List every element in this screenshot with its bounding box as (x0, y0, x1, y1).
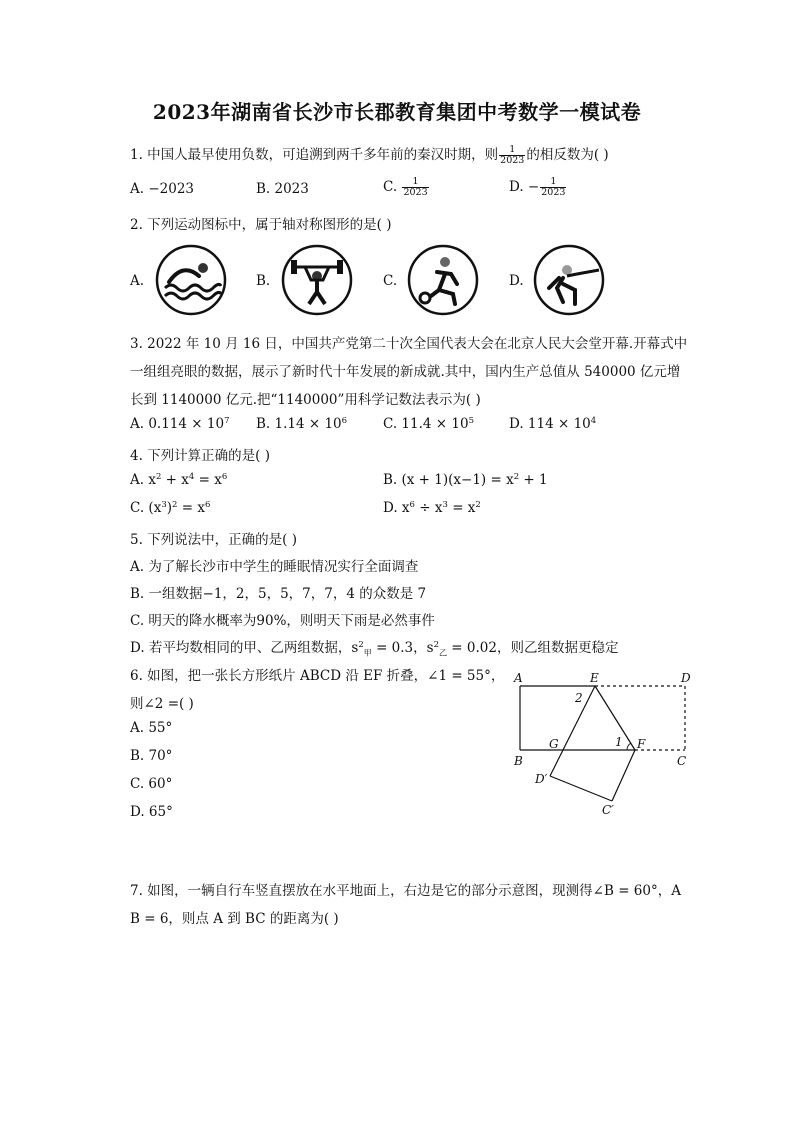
q3-a-exp: 7 (224, 416, 230, 426)
q3-d-base: D. 114 × 10 (509, 416, 591, 432)
folding-rectangle-figure (505, 668, 705, 828)
q1-option-d (509, 177, 567, 198)
label-angle-2: 2 (575, 691, 583, 705)
q3-b-base: B. 1.14 × 10 (256, 416, 342, 432)
page-title: 2023年湖南省长沙市长郡教育集团中考数学一模试卷 (152, 100, 642, 124)
q4-c-eq: = x (177, 500, 205, 516)
label-a: A (514, 671, 523, 685)
q3-line-3: 长到 1140000 亿元.把“1140000”用科学记数法表示为( ) (130, 392, 481, 408)
label-d: D (681, 671, 691, 685)
q1-stem-suffix: 的相反数为( ) (526, 147, 609, 163)
q4-c-e2: 2 (172, 500, 178, 510)
q4-a-e1: 2 (155, 472, 162, 482)
q1-c-num: 1 (402, 177, 428, 188)
q5-d-sup2: 2 (433, 640, 439, 650)
q4-d-e3: 2 (475, 500, 481, 510)
q4-a-e2: 4 (188, 472, 195, 482)
q1-option-d-fraction (540, 177, 566, 198)
q1-stem-prefix: 1. 中国人最早使用负数，可追溯到两千多年前的秦汉时期，则 (130, 147, 499, 163)
q4-d-e1: 6 (409, 500, 415, 510)
label-f: F (637, 737, 646, 751)
weightlifting-icon (281, 244, 353, 316)
q6-line-2: 则∠2 =( ) (130, 696, 194, 712)
q3-option-c (383, 416, 474, 432)
q4-b-post: + 1 (519, 472, 548, 488)
label-c: C (677, 754, 687, 768)
q5-option-a: A. 为了解长沙市中学生的睡眠情况实行全面调查 (130, 559, 419, 575)
q4-b-e1: 2 (513, 472, 520, 482)
q5-d-sub1: 甲 (363, 648, 372, 658)
q5-option-c: C. 明天的降水概率为90%，则明天下雨是必然事件 (130, 613, 435, 629)
q1-d-den: 2023 (541, 187, 566, 198)
q3-d-exp: 4 (590, 416, 597, 426)
q4-b-pre: B. (x + 1)(x−1) = x (383, 472, 514, 488)
q4-a-mid: + x (161, 472, 189, 488)
q4-a-eq: = x (194, 472, 222, 488)
label-g: G (549, 737, 559, 751)
q4-c-mid: ) (166, 500, 173, 516)
q5-d-mid: = 0.3，s (371, 640, 434, 656)
edge-ed-prime (550, 686, 595, 776)
question-5-stem: 5. 下列说法中，正确的是( ) (130, 532, 297, 548)
question-2-stem: 2. 下列运动图标中，属于轴对称图形的是( ) (130, 217, 392, 233)
q1-frac-num: 1 (499, 145, 525, 156)
edge-cprime-f (612, 750, 635, 801)
q2-option-c-label: C. (383, 273, 398, 289)
q1-option-a: A. −2023 (130, 181, 194, 197)
q3-b-exp: 6 (341, 416, 348, 426)
q5-d-sup1: 2 (358, 640, 364, 650)
q4-option-a (130, 472, 227, 488)
q4-d-eq: = x (447, 500, 476, 516)
q5-option-b: B. 一组数据−1，2，5，5，7，7，4 的众数是 7 (130, 586, 427, 602)
q6-option-b: B. 70° (130, 748, 173, 764)
q4-a-pre: A. x (130, 472, 156, 488)
q7-line-1: 7. 如图，一辆自行车竖直摆放在水平地面上，右边是它的部分示意图，现测得∠B = 60°，A (130, 883, 681, 899)
q1-stem-fraction (499, 145, 525, 166)
q2-option-a-label: A. (130, 273, 145, 289)
label-d-prime: D′ (535, 772, 548, 786)
q3-a-base: A. 0.114 × 10 (130, 416, 225, 432)
angle-1-arc (627, 743, 631, 750)
q5-d-sub2: 乙 (439, 648, 447, 658)
label-e: E (590, 671, 599, 685)
q1-option-d-label: D. − (509, 179, 540, 195)
label-c-prime: C′ (602, 803, 614, 817)
q4-d-e2: 3 (442, 500, 448, 510)
football-icon (407, 244, 479, 316)
edge-dprime-cprime (550, 776, 612, 801)
label-angle-1: 1 (615, 735, 623, 749)
q3-line-2: 一组组亮眼的数据，展示了新时代十年发展的新成就.其中，国内生产总值从 540000 亿元增 (130, 364, 681, 380)
question-1-stem (130, 143, 609, 166)
q1-d-num: 1 (540, 177, 566, 188)
q4-c-e3: 6 (204, 500, 211, 510)
q1-frac-den: 2023 (500, 155, 525, 166)
q4-option-c (130, 500, 210, 516)
q1-option-c-label: C. (383, 179, 398, 195)
q3-line-1: 3. 2022 年 10 月 16 日，中国共产党第二十次全国代表大会在北京人民大会堂开幕.开幕式中 (130, 336, 688, 352)
q4-option-d (383, 500, 481, 516)
q4-c-pre: C. (x (130, 500, 162, 516)
question-4-stem: 4. 下列计算正确的是( ) (130, 448, 270, 464)
label-b: B (514, 754, 523, 768)
q1-option-c-fraction (402, 177, 428, 198)
q5-option-d (130, 636, 618, 659)
q6-line-1: 6. 如图，把一张长方形纸片 ABCD 沿 EF 折叠，∠1 = 55°， (130, 668, 505, 684)
q3-option-a (130, 416, 229, 432)
q3-option-d (509, 416, 596, 432)
q1-option-c (383, 177, 430, 198)
q4-d-mid: ÷ x (414, 500, 443, 516)
q4-c-e1: 3 (161, 500, 167, 510)
q7-line-2: B = 6，则点 A 到 BC 的距离为( ) (130, 911, 339, 927)
swimming-icon (155, 244, 227, 316)
q4-a-e3: 6 (221, 472, 228, 482)
q2-option-d-label: D. (509, 273, 524, 289)
q3-c-exp: 5 (468, 416, 474, 426)
q4-d-pre: D. x (383, 500, 410, 516)
q6-option-a: A. 55° (130, 720, 173, 736)
fencing-icon (533, 244, 605, 316)
q4-option-b (383, 472, 548, 488)
q6-option-c: C. 60° (130, 776, 173, 792)
q3-c-base: C. 11.4 × 10 (383, 416, 469, 432)
q3-option-b (256, 416, 347, 432)
q1-option-b: B. 2023 (256, 181, 309, 197)
q5-d-post: = 0.02，则乙组数据更稳定 (447, 640, 619, 656)
q6-option-d: D. 65° (130, 804, 173, 820)
q1-c-den: 2023 (403, 187, 428, 198)
q2-option-b-label: B. (256, 273, 271, 289)
q5-d-pre: D. 若平均数相同的甲、乙两组数据，s (130, 640, 359, 656)
